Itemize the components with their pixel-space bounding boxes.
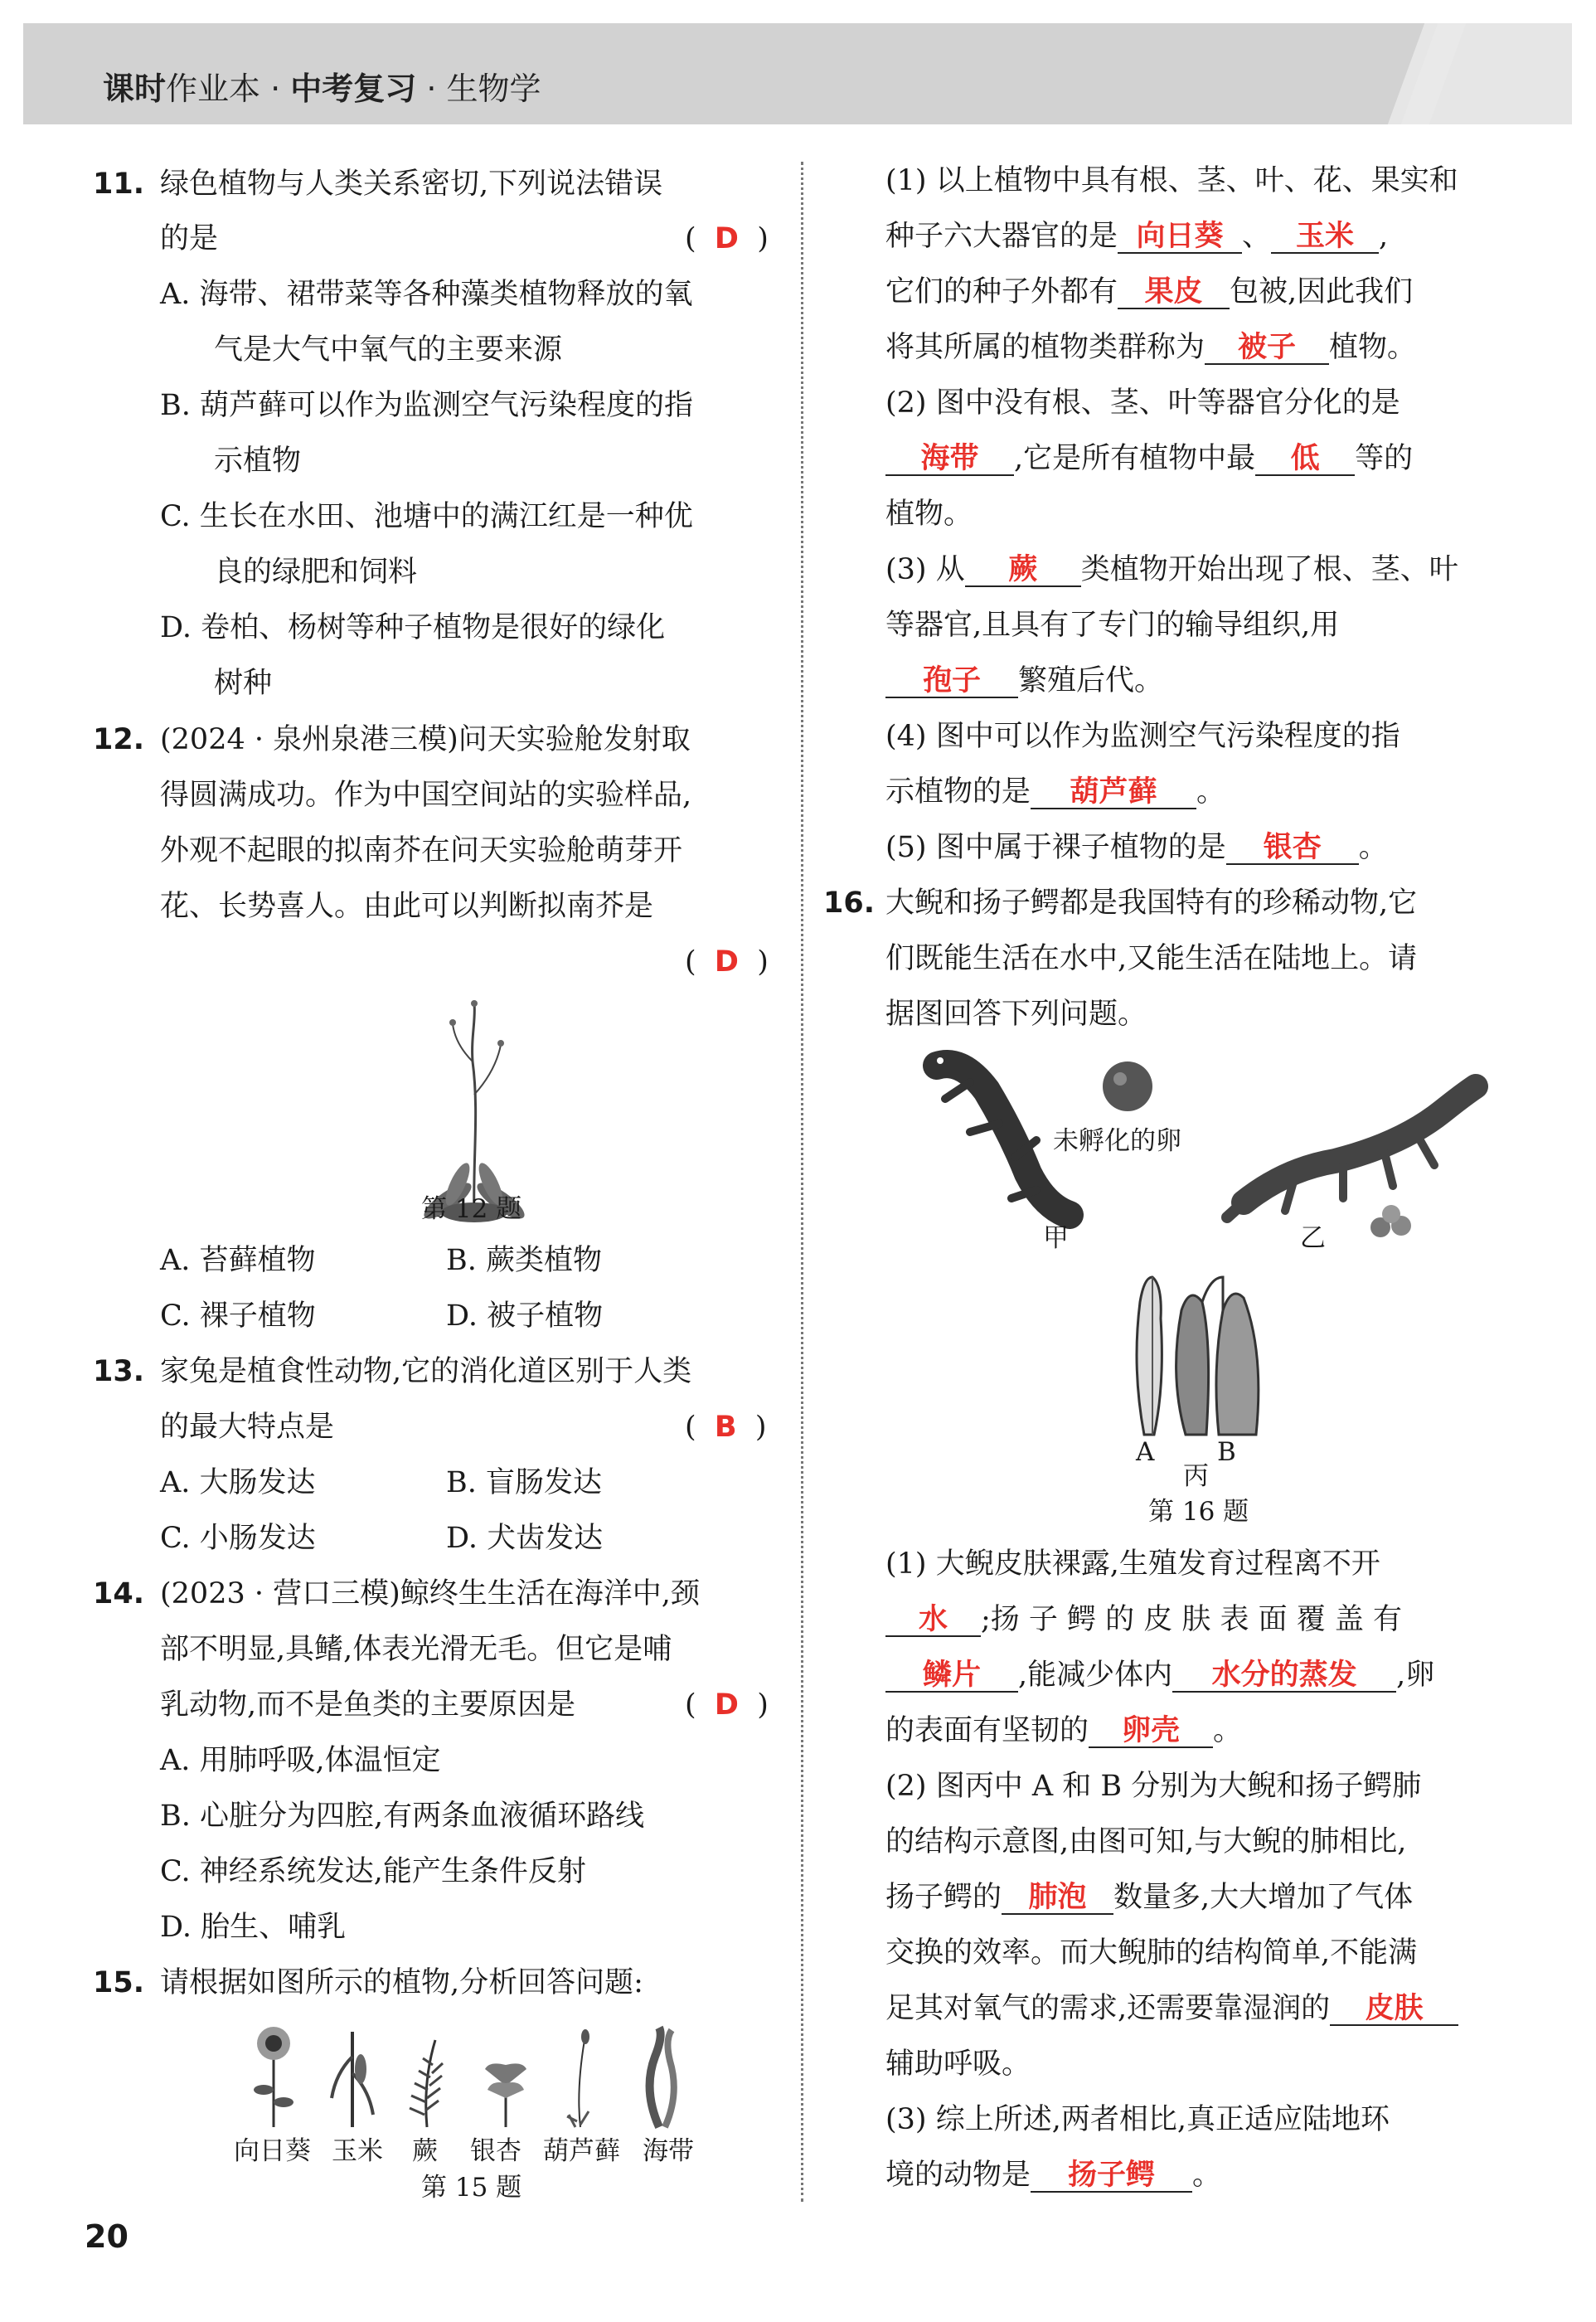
q15-blank-fern: 蕨 <box>965 554 1081 587</box>
lung-figure <box>1119 1269 1285 1443</box>
question-12-option-d: D. 被子植物 <box>446 1299 604 1333</box>
egg-figure <box>1099 1057 1157 1115</box>
figure-label-yi: 乙 <box>1300 1223 1326 1253</box>
figure-label-jia: 甲 <box>1043 1223 1069 1253</box>
plant-label-sunflower: 向日葵 <box>234 2136 311 2166</box>
q15-part-4: (4) 图中可以作为监测空气污染程度的指 <box>885 720 1400 753</box>
question-11-answer: ( D ) <box>685 222 769 255</box>
figure-15-caption: 第 15 题 <box>421 2173 522 2203</box>
plant-label-fern: 蕨 <box>412 2136 438 2166</box>
q16-part-1: 的表面有坚韧的 卵壳 。 <box>885 1714 1243 1747</box>
question-11-stem: 绿色植物与人类关系密切,下列说法错误 <box>160 168 663 201</box>
lung-label-a: A <box>1136 1437 1155 1467</box>
q16-part-2: 辅助呼吸。 <box>885 2048 1031 2081</box>
question-13-stem: 的最大特点是 <box>160 1411 335 1444</box>
arabidopsis-figure <box>415 995 531 1227</box>
header-title: 课时作业本 · 中考复习 · 生物学 <box>103 70 541 107</box>
question-11-option: C. 生长在水田、池塘中的满江红是一种优 <box>160 500 693 533</box>
egg-label: 未孵化的卵 <box>1053 1126 1181 1156</box>
q16-part-3: 境的动物是 扬子鳄 。 <box>885 2159 1222 2192</box>
fern-icon <box>410 2040 443 2127</box>
q16-part-3: (3) 综上所述,两者相比,真正适应陆地环 <box>885 2103 1390 2136</box>
q15-part-1: (1) 以上植物中具有根、茎、叶、花、果实和 <box>885 164 1458 197</box>
plant-label-corn: 玉米 <box>332 2136 383 2166</box>
question-14-stem: 部不明显,具鳍,体表光滑无毛。但它是哺 <box>160 1633 672 1666</box>
plant-label-moss: 葫芦藓 <box>543 2136 620 2166</box>
q15-blank-angiosperm: 被子 <box>1205 332 1329 365</box>
question-12-option-a: A. 苔藓植物 <box>160 1244 316 1277</box>
page-header <box>23 23 1572 124</box>
figure-label-bing: 丙 <box>1183 1461 1209 1491</box>
question-15-stem: 请根据如图所示的植物,分析回答问题: <box>160 1966 643 1999</box>
column-divider <box>801 162 803 2202</box>
q16-part-1: 鳞片 ,能减少体内 水分的蒸发 ,卵 <box>885 1659 1434 1693</box>
question-13-answer: ( B ) <box>685 1411 767 1444</box>
q15-part-3: (3) 从 蕨 类植物开始出现了根、茎、叶 <box>885 553 1458 586</box>
question-11-option: B. 葫芦藓可以作为监测空气污染程度的指 <box>160 389 693 422</box>
question-11-option: A. 海带、裙带菜等各种藻类植物释放的氧 <box>160 278 693 311</box>
question-12-stem: (2024 · 泉州泉港三模)问天实验舱发射取 <box>160 723 691 756</box>
question-11-option: 良的绿肥和饲料 <box>214 556 418 589</box>
question-13-option-a: A. 大肠发达 <box>160 1466 316 1499</box>
q15-part-5: (5) 图中属于裸子植物的是 银杏 。 <box>885 831 1388 864</box>
sunflower-icon <box>254 2027 293 2127</box>
question-12-option-c: C. 裸子植物 <box>160 1299 316 1333</box>
question-11-option: 示植物 <box>214 444 302 478</box>
question-11-option: 树种 <box>214 667 273 700</box>
question-14-answer: ( D ) <box>685 1688 769 1722</box>
q15-blank-moss: 葫芦藓 <box>1031 776 1196 809</box>
figure-12-caption: 第 12 题 <box>421 1194 522 1224</box>
plant-label-ginkgo: 银杏 <box>470 2136 521 2166</box>
plant-label-kelp: 海带 <box>643 2136 694 2166</box>
q15-part-3: 孢子 繁殖后代。 <box>885 664 1163 698</box>
corn-icon <box>332 2032 373 2127</box>
q16-part-2: 的结构示意图,由图可知,与大鲵的肺相比, <box>885 1825 1407 1858</box>
q16-blank-alveoli: 肺泡 <box>1002 1882 1113 1915</box>
q15-part-2: 植物。 <box>885 498 973 531</box>
q16-part-1: (1) 大鲵皮肤裸露,生殖发育过程离不开 <box>885 1547 1380 1581</box>
question-16-stem: 大鲵和扬子鳄都是我国特有的珍稀动物,它 <box>885 887 1418 920</box>
q16-part-2: (2) 图丙中 A 和 B 分别为大鲵和扬子鳄肺 <box>885 1770 1422 1803</box>
question-14-stem: 乳动物,而不是鱼类的主要原因是 <box>160 1688 576 1722</box>
q15-part-4: 示植物的是 葫芦藓 。 <box>885 775 1226 809</box>
q15-blank-corn: 玉米 <box>1271 221 1379 254</box>
q15-part-1: 种子六大器官的是 向日葵 、 玉米 , <box>885 220 1389 253</box>
q16-part-2: 足其对氧气的需求,还需要靠湿润的 皮肤 <box>885 1992 1458 2026</box>
question-12-option-b: B. 蕨类植物 <box>446 1244 602 1277</box>
question-13-stem: 家兔是植食性动物,它的消化道区别于人类 <box>160 1355 692 1388</box>
lung-label-b: B <box>1217 1437 1236 1467</box>
q15-blank-spore: 孢子 <box>885 665 1018 698</box>
q15-blank-sunflower: 向日葵 <box>1118 221 1242 254</box>
q15-part-3: 等器官,且具有了专门的输导组织,用 <box>885 609 1340 642</box>
kelp-icon <box>650 2028 674 2127</box>
question-13-number: 13. <box>93 1355 145 1388</box>
question-16-number: 16. <box>823 887 876 920</box>
q15-blank-low: 低 <box>1255 443 1355 476</box>
question-13-option-b: B. 盲肠发达 <box>446 1466 602 1499</box>
question-12-answer: ( D ) <box>685 945 769 979</box>
question-14-option: B. 心脏分为四腔,有两条血液循环路线 <box>160 1800 645 1833</box>
q15-part-2: 海带 ,它是所有植物中最 低 等的 <box>885 442 1413 476</box>
q15-blank-kelp: 海带 <box>885 443 1014 476</box>
question-14-number: 14. <box>93 1577 145 1610</box>
question-12-stem: 外观不起眼的拟南芥在问天实验舱萌芽开 <box>160 834 683 867</box>
moss-icon <box>567 2029 589 2127</box>
question-11-stem: 的是 <box>160 222 219 255</box>
question-13-option-d: D. 犬齿发达 <box>446 1522 604 1555</box>
q16-blank-alligator: 扬子鳄 <box>1031 2159 1192 2193</box>
question-12-number: 12. <box>93 723 145 756</box>
question-15-number: 15. <box>93 1966 145 1999</box>
q16-part-2: 交换的效率。而大鲵肺的结构简单,不能满 <box>885 1936 1418 1970</box>
q16-blank-evaporation: 水分的蒸发 <box>1172 1659 1396 1693</box>
alligator-figure <box>1235 1078 1484 1236</box>
question-14-option: D. 胎生、哺乳 <box>160 1911 347 1944</box>
question-16-stem: 们既能生活在水中,又能生活在陆地上。请 <box>885 942 1418 975</box>
page-number: 20 <box>85 2218 129 2255</box>
ginkgo-icon <box>485 2063 526 2127</box>
question-12-stem: 得圆满成功。作为中国空间站的实验样品, <box>160 779 692 812</box>
question-14-stem: (2023 · 营口三模)鲸终生生活在海洋中,颈 <box>160 1577 700 1610</box>
question-12-stem: 花、长势喜人。由此可以判断拟南芥是 <box>160 890 654 923</box>
question-14-option: C. 神经系统发达,能产生条件反射 <box>160 1855 586 1888</box>
q15-blank-pericarp: 果皮 <box>1118 276 1230 309</box>
q16-blank-eggshell: 卵壳 <box>1089 1715 1213 1748</box>
question-16-stem: 据图回答下列问题。 <box>885 998 1147 1031</box>
plants-figure <box>240 2023 721 2131</box>
question-11-option: D. 卷柏、杨树等种子植物是很好的绿化 <box>160 611 666 644</box>
q15-part-1: 将其所属的植物类群称为 被子 植物。 <box>885 331 1417 364</box>
question-13-option-c: C. 小肠发达 <box>160 1522 316 1555</box>
q16-blank-water: 水 <box>885 1604 981 1637</box>
q15-part-2: (2) 图中没有根、茎、叶等器官分化的是 <box>885 386 1400 420</box>
q16-blank-scales: 鳞片 <box>885 1659 1018 1693</box>
question-14-option: A. 用肺呼吸,体温恒定 <box>160 1744 441 1777</box>
figure-16-caption: 第 16 题 <box>1148 1497 1249 1527</box>
q16-part-2: 扬子鳄的 肺泡 数量多,大大增加了气体 <box>885 1881 1414 1914</box>
question-11-option: 气是大气中氧气的主要来源 <box>214 333 563 367</box>
q16-part-1: 水 ;扬 子 鳄 的 皮 肤 表 面 覆 盖 有 <box>885 1603 1402 1637</box>
question-11-number: 11. <box>93 168 145 201</box>
q15-blank-ginkgo: 银杏 <box>1226 832 1359 865</box>
q16-blank-skin: 皮肤 <box>1330 1993 1458 2026</box>
q15-part-1: 它们的种子外都有 果皮 包被,因此我们 <box>885 275 1414 308</box>
